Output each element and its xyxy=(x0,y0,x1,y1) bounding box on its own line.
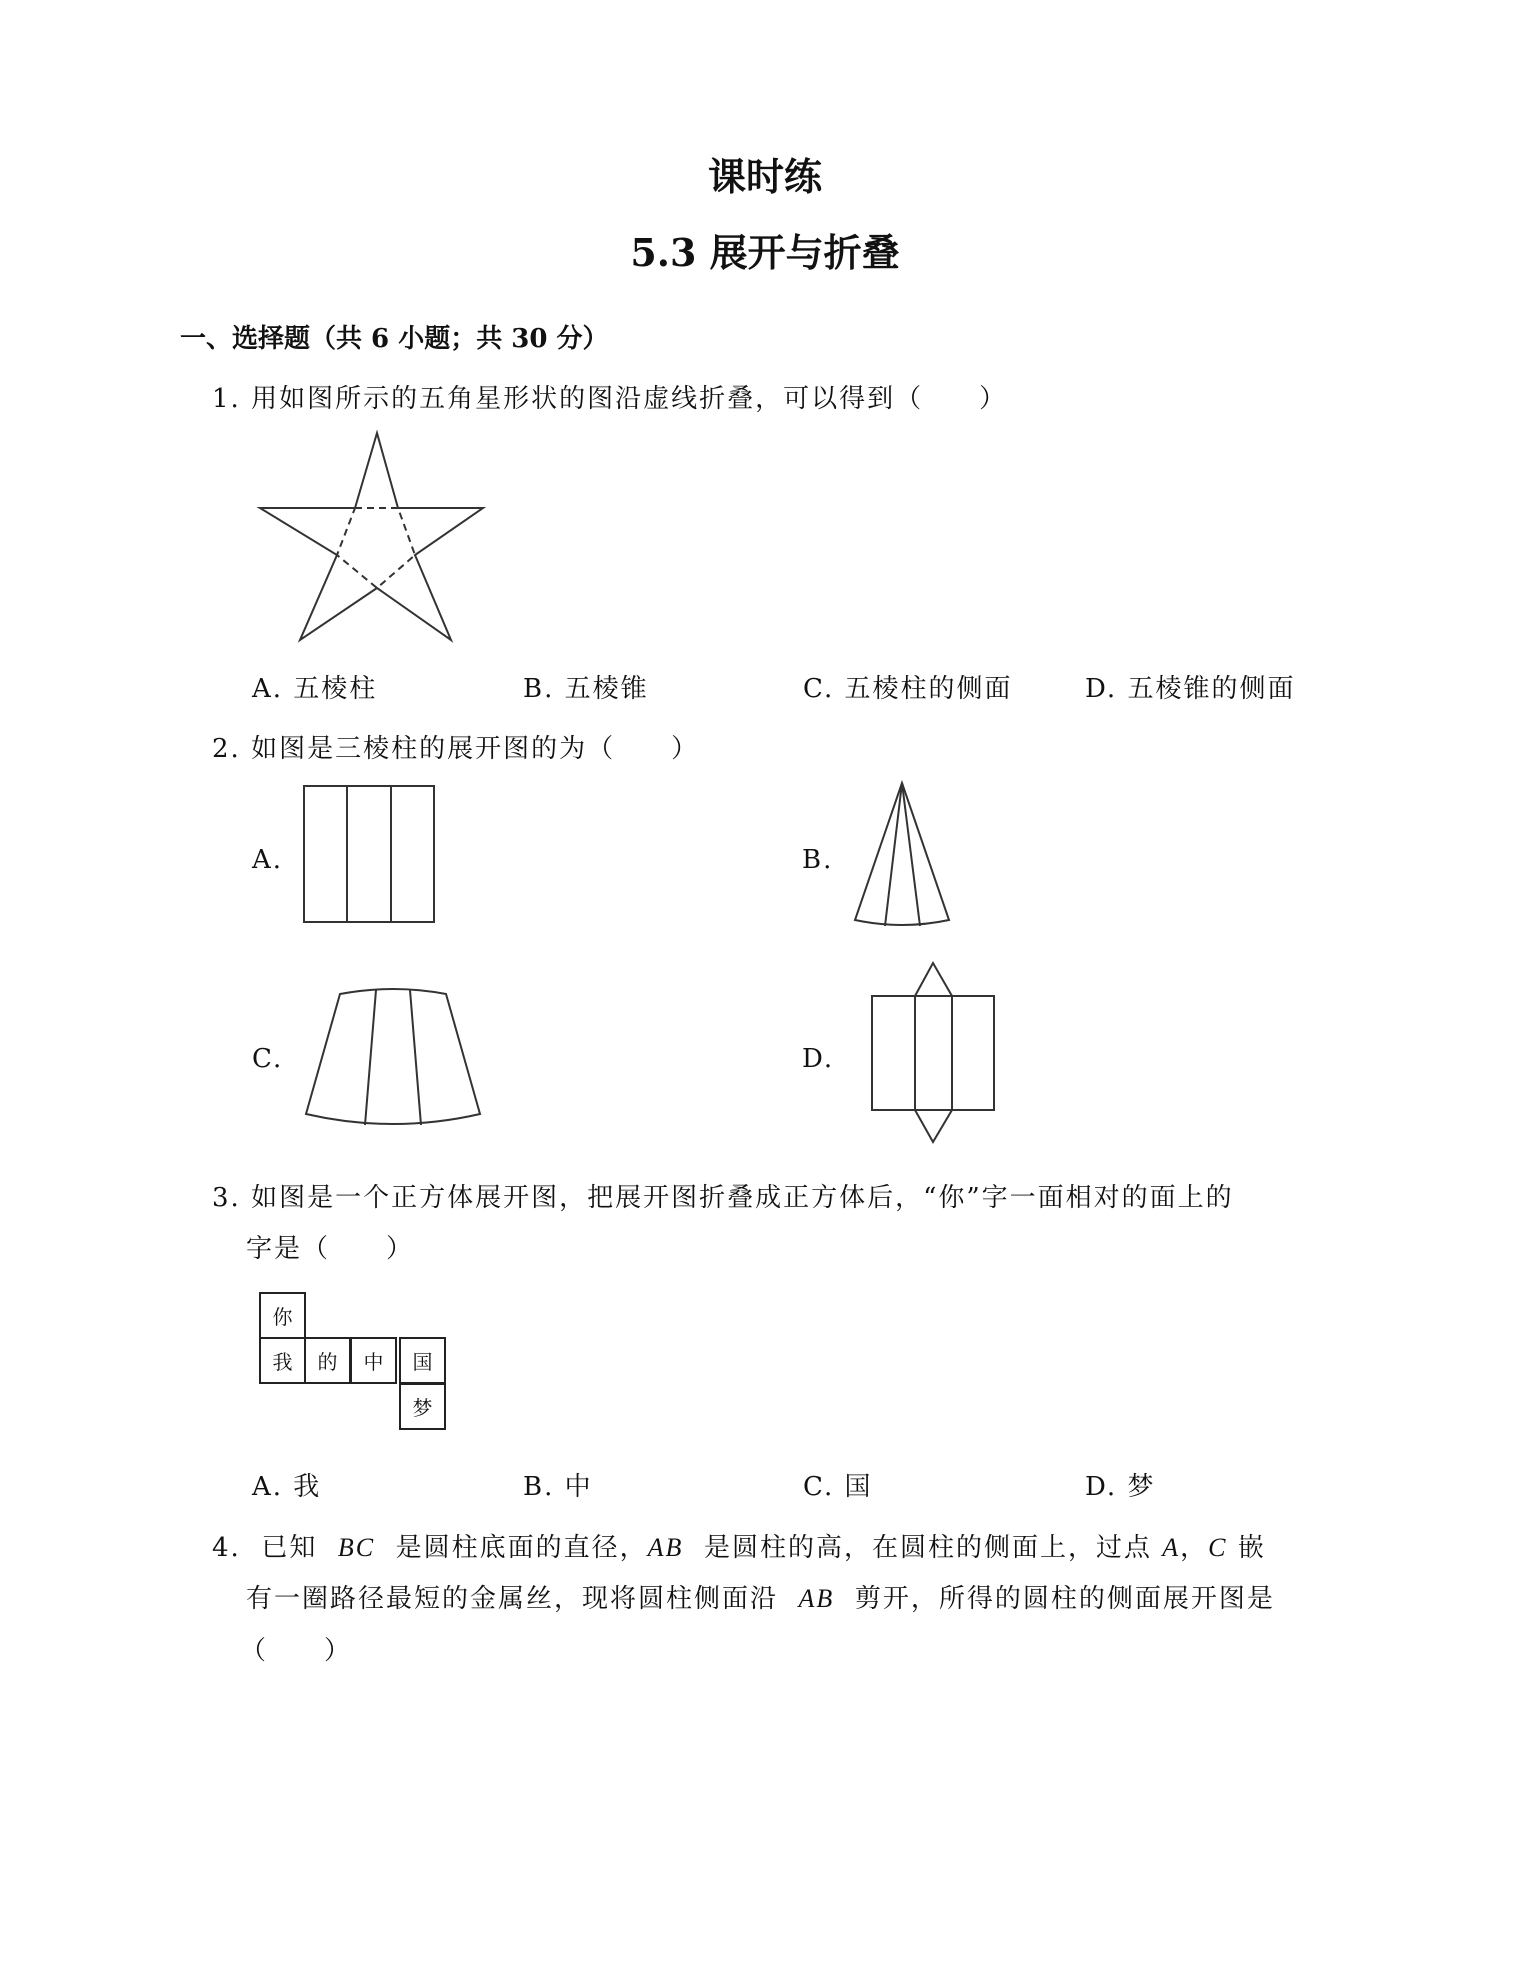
question-4-text-line1 xyxy=(212,1527,1266,1564)
q3-option-d[interactable]: D. 梦 xyxy=(1085,1472,1156,1502)
math-ab: AB xyxy=(798,1584,835,1613)
star-outline xyxy=(260,433,483,640)
q4-text: 是圆柱底面的直径， xyxy=(395,1533,648,1563)
question-4-text-line2 xyxy=(246,1578,1275,1615)
star-net-figure xyxy=(255,428,495,648)
q2-option-b-label[interactable]: B. xyxy=(802,845,834,875)
math-bc: BC xyxy=(337,1533,376,1562)
q3-option-b[interactable]: B. 中 xyxy=(523,1472,593,1502)
q1-option-c[interactable]: C. 五棱柱的侧面 xyxy=(803,674,1013,704)
q4-text: ， xyxy=(1180,1533,1209,1563)
cube-face-wo: 我 xyxy=(259,1337,306,1384)
q3-option-a[interactable]: A. 我 xyxy=(252,1472,322,1502)
lesson-title: 5.3 展开与折叠 xyxy=(630,230,900,275)
question-3-text-line1: 3. 如图是一个正方体展开图，把展开图折叠成正方体后，“你”字一面相对的面上的 xyxy=(212,1183,1234,1213)
q4-text: 已知 xyxy=(261,1533,318,1563)
section-heading: 一、选择题（共 6 小题；共 30 分） xyxy=(180,324,609,354)
q1-option-a[interactable]: A. 五棱柱 xyxy=(252,674,378,704)
q4-text: 是圆柱的高，在圆柱的侧面上，过点 xyxy=(703,1533,1152,1563)
triangular-prism-net xyxy=(870,960,996,1146)
q1-option-d[interactable]: D. 五棱锥的侧面 xyxy=(1085,674,1296,704)
q4-text: 剪开，所得的圆柱的侧面展开图是 xyxy=(854,1584,1275,1614)
q4-number: 4. xyxy=(212,1533,241,1563)
q1-option-b[interactable]: B. 五棱锥 xyxy=(523,674,649,704)
cube-face-guo: 国 xyxy=(399,1337,446,1384)
cone-fan-net xyxy=(850,780,952,930)
math-c: C xyxy=(1208,1533,1228,1562)
question-3-text-line2: 字是（ ） xyxy=(246,1234,415,1264)
page-title: 课时练 xyxy=(707,154,822,199)
question-4-text-line3: （ ） xyxy=(240,1636,353,1666)
cube-face-zhong: 中 xyxy=(350,1337,397,1384)
star-fold-lines xyxy=(337,508,415,588)
math-ab: AB xyxy=(647,1533,684,1562)
question-1-text: 1. 用如图所示的五角星形状的图沿虚线折叠，可以得到（ ） xyxy=(212,384,1008,414)
cube-face-meng: 梦 xyxy=(399,1383,446,1430)
three-rectangle-net xyxy=(302,784,436,924)
q2-option-a-label[interactable]: A. xyxy=(252,845,284,875)
q4-text: 嵌 xyxy=(1237,1533,1266,1563)
q2-option-d-label[interactable]: D. xyxy=(802,1044,835,1074)
question-2-text: 2. 如图是三棱柱的展开图的为（ ） xyxy=(212,734,700,764)
math-a: A xyxy=(1162,1533,1181,1562)
q2-option-c-label[interactable]: C. xyxy=(252,1044,284,1074)
frustum-net xyxy=(302,988,484,1128)
q3-option-c[interactable]: C. 国 xyxy=(803,1472,873,1502)
q4-text: 有一圈路径最短的金属丝，现将圆柱侧面沿 xyxy=(246,1584,779,1614)
cube-face-de: 的 xyxy=(304,1337,351,1384)
cube-face-ni: 你 xyxy=(259,1292,306,1339)
